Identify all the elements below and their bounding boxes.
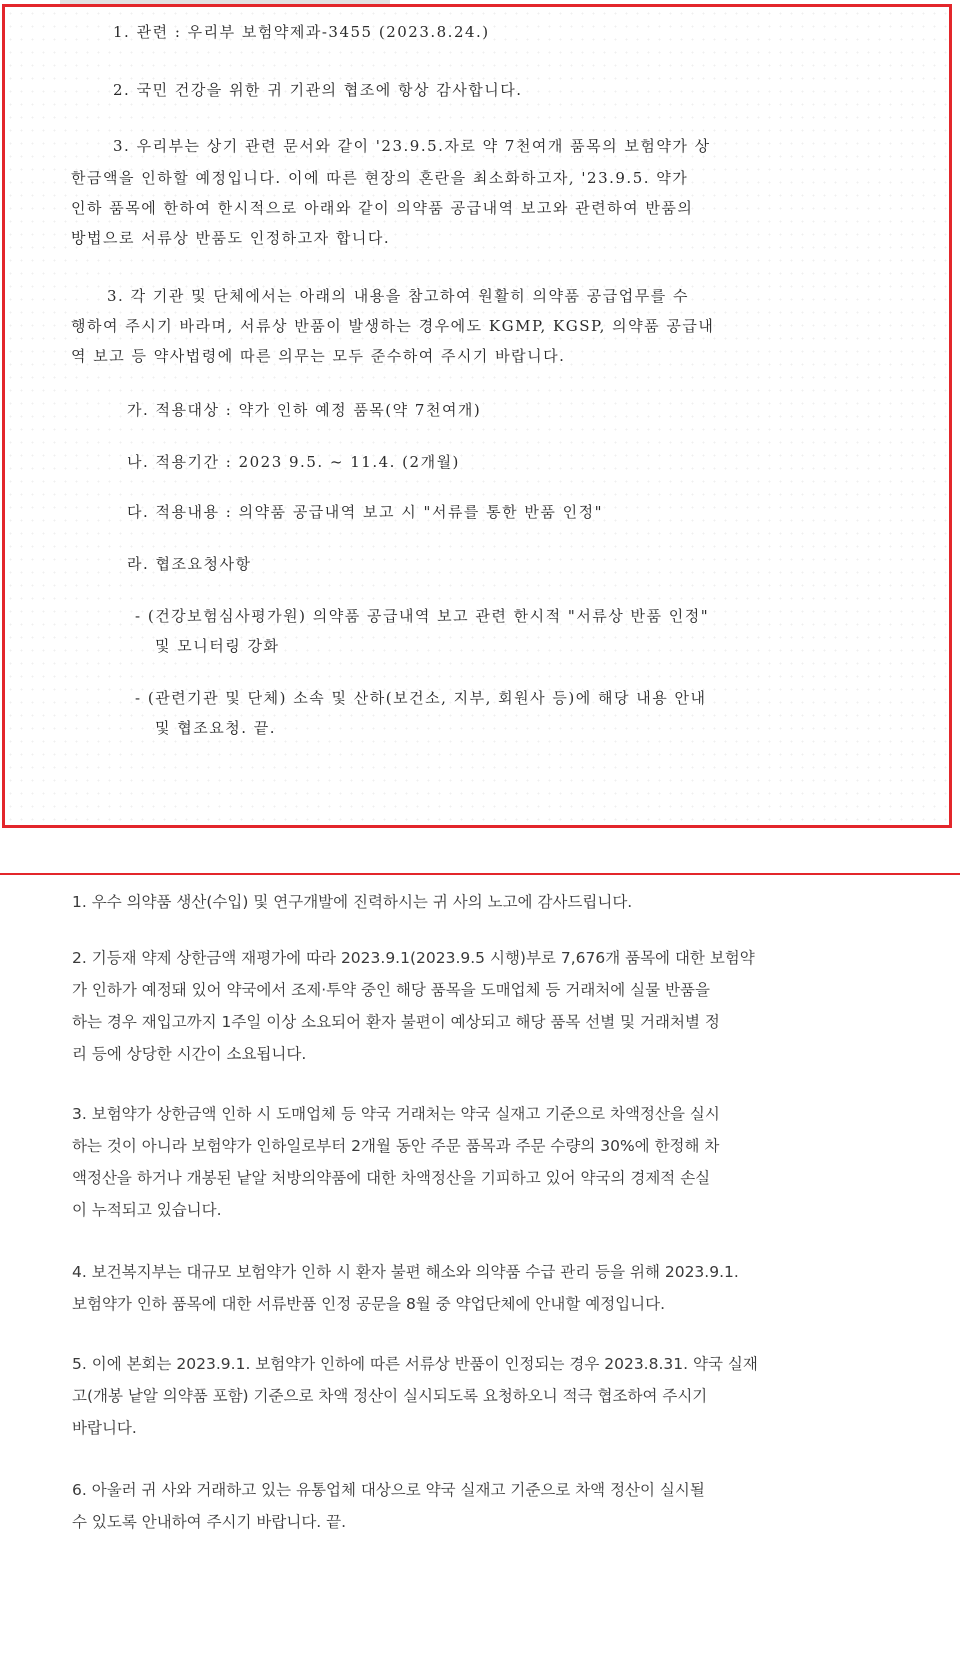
scan-line: 및 모니터링 강화 xyxy=(155,637,280,655)
body-line: 보험약가 인하 품목에 대한 서류반품 인정 공문을 8월 중 약업단체에 안내할 예정입니다. xyxy=(72,1295,666,1313)
scan-line: 행하여 주시기 바라며, 서류상 반품이 발생하는 경우에도 KGMP, KGSP, 의약품 공급내 xyxy=(71,317,715,335)
scan-line: 나. 적용기간 : 2023 9.5. ~ 11.4. (2개월) xyxy=(127,453,460,471)
scan-line: 가. 적용대상 : 약가 인하 예정 품목(약 7천여개) xyxy=(127,401,482,419)
body-line: 3. 보험약가 상한금액 인하 시 도매업체 등 약국 거래처는 약국 실재고 기준으로 차액정산을 실시 xyxy=(72,1105,720,1123)
scan-line: 3. 우리부는 상기 관련 문서와 같이 '23.9.5.자로 약 7천여개 품목의 보험약가 상 xyxy=(113,137,711,155)
body-line: 2. 기등재 약제 상한금액 재평가에 따라 2023.9.1(2023.9.5 시행)부로 7,676개 품목에 대한 보험약 xyxy=(72,949,755,967)
scan-line: - (관련기관 및 단체) 소속 및 산하(보건소, 지부, 회원사 등)에 해당 내용 안내 xyxy=(135,689,707,707)
body-line: 가 인하가 예정돼 있어 약국에서 조제·투약 중인 해당 품목을 도매업체 등 거래처에 실물 반품을 xyxy=(72,981,710,999)
scan-line: 2. 국민 건강을 위한 귀 기관의 협조에 항상 감사합니다. xyxy=(113,81,523,99)
body-line: 하는 것이 아니라 보험약가 인하일로부터 2개월 동안 주문 품목과 주문 수량의 30%에 한정해 차 xyxy=(72,1137,720,1155)
body-line: 리 등에 상당한 시간이 소요됩니다. xyxy=(72,1045,307,1063)
body-line: 이 누적되고 있습니다. xyxy=(72,1201,222,1219)
scan-line: - (건강보험심사평가원) 의약품 공급내역 보고 관련 한시적 "서류상 반품 인정" xyxy=(135,607,710,625)
body-line: 바랍니다. xyxy=(72,1419,137,1437)
scan-line: 인하 품목에 한하여 한시적으로 아래와 같이 의약품 공급내역 보고와 관련하여 반품의 xyxy=(71,199,694,217)
scan-line: 3. 각 기관 및 단체에서는 아래의 내용을 참고하여 원활히 의약품 공급업무를 수 xyxy=(107,287,689,305)
body-line: 고(개봉 낱알 의약품 포함) 기준으로 차액 정산이 실시되도록 요청하오니 적극 협조하여 주시기 xyxy=(72,1387,708,1405)
scanned-notice-content xyxy=(5,7,949,825)
body-line: 액정산을 하거나 개봉된 낱알 처방의약품에 대한 차액정산을 기피하고 있어 약국의 경제적 손실 xyxy=(72,1169,711,1187)
scan-line: 라. 협조요청사항 xyxy=(127,555,252,573)
scan-line: 및 협조요청. 끝. xyxy=(155,719,277,737)
scanned-notice-frame xyxy=(2,4,952,828)
body-line: 수 있도록 안내하여 주시기 바랍니다. 끝. xyxy=(72,1513,347,1531)
body-line: 5. 이에 본회는 2023.9.1. 보험약가 인하에 따른 서류상 반품이 인정되는 경우 2023.8.31. 약국 실재 xyxy=(72,1355,758,1373)
scan-line: 다. 적용내용 : 의약품 공급내역 보고 시 "서류를 통한 반품 인정" xyxy=(127,503,604,521)
body-line: 4. 보건복지부는 대규모 보험약가 인하 시 환자 불편 해소와 의약품 수급 관리 등을 위해 2023.9.1. xyxy=(72,1263,739,1281)
scan-line: 1. 관련 : 우리부 보험약제과-3455 (2023.8.24.) xyxy=(113,23,490,41)
body-line: 1. 우수 의약품 생산(수입) 및 연구개발에 진력하시는 귀 사의 노고에 감사드립니다. xyxy=(72,893,633,911)
scan-line: 방법으로 서류상 반품도 인정하고자 합니다. xyxy=(71,229,391,247)
scan-line: 역 보고 등 약사법령에 따른 의무는 모두 준수하여 주시기 바랍니다. xyxy=(71,347,566,365)
body-line: 하는 경우 재입고까지 1주일 이상 소요되어 환자 불편이 예상되고 해당 품목 선별 및 거래처별 정 xyxy=(72,1013,720,1031)
scan-line: 한금액을 인하할 예정입니다. 이에 따른 현장의 혼란을 최소화하고자, '23.9.5. 약가 xyxy=(71,169,689,187)
section-divider xyxy=(0,873,960,875)
body-line: 6. 아울러 귀 사와 거래하고 있는 유통업체 대상으로 약국 실재고 기준으로 차액 정산이 실시될 xyxy=(72,1481,705,1499)
